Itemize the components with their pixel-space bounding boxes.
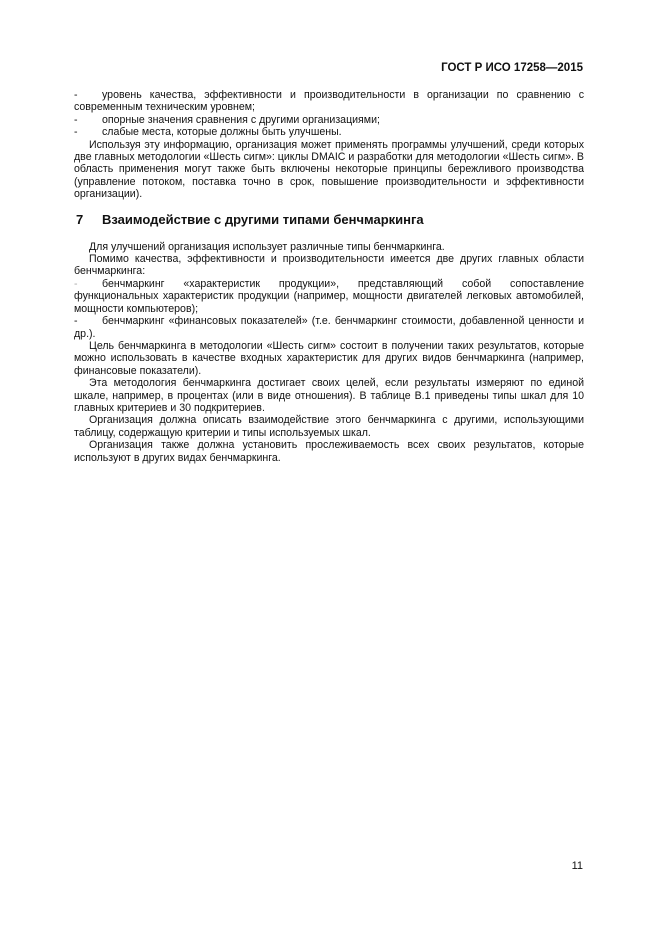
list-item: [74, 114, 584, 126]
paragraph: Помимо качества, эффективности и производительности имеется две других главных области бенчмаркинга:: [74, 253, 584, 278]
paragraph: Организация также должна установить прослеживаемость всех своих результатов, которые используют в других видах бенчмаркинга.: [74, 439, 584, 464]
list-dash: -: [74, 126, 78, 139]
paragraph: Цель бенчмаркинга в методологии «Шесть сигм» состоит в получении таких результатов, которые можно использовать в качестве входных характеристик для других видов бенчмаркинга (например, финансовые показатели).: [74, 339, 584, 377]
list-item-text: бенчмаркинг «характеристик продукции», представляющий собой сопоставление функциональных характеристик продукции (например, мощности двигателей легковых автомобилей, мощности компьютеров);: [74, 277, 584, 315]
paragraph: Для улучшений организация использует различные типы бенчмаркинга.: [89, 240, 445, 253]
standard-code: ГОСТ Р ИСО 17258—2015: [441, 62, 583, 74]
list-item-text: слабые места, которые должны быть улучшены.: [102, 126, 342, 139]
list-item: [74, 126, 584, 138]
list-dash: -: [74, 315, 78, 328]
list-dash: -: [74, 89, 78, 101]
list-item: [74, 278, 584, 315]
paragraph: Эта методология бенчмаркинга достигает своих целей, если результаты измеряют по единой шкале, например, в процентах (или в виде отношения). В таблице В.1 приведены типы шкал для 10 главных критериев и 30 подкритериев.: [74, 377, 584, 414]
list-item-text: опорные значения сравнения с другими организациями;: [102, 113, 380, 126]
page-content: [74, 89, 584, 464]
paragraph: Используя эту информацию, организация может применять программы улучшений, среди которых две главных методологии «Шесть сигм»: циклы DMAIC и разработки для методологии «Шесть сигм». В область применения могут также быть включены некоторые принципы бережливого производства (управление потоком, поставка точно в срок, повышение производительности и эффективности организации).: [74, 138, 584, 201]
list-item-text: бенчмаркинг «финансовых показателей» (т.е. бенчмаркинг стоимости, добавленной ценности и др.).: [74, 315, 584, 340]
section-heading: [74, 212, 584, 228]
section-number: 7: [76, 211, 84, 227]
list-item: [74, 315, 584, 340]
list-dash: -: [74, 113, 78, 126]
list-item: [74, 89, 584, 114]
page-number: 11: [571, 860, 583, 872]
list-dash: -: [74, 277, 78, 290]
list-item-text: уровень качества, эффективности и производительности в организации по сравнению с современным техническим уровнем;: [74, 89, 584, 114]
paragraph: Организация должна описать взаимодействие этого бенчмаркинга с другими, использующими таблицу, содержащую критерии и типы используемых шкал.: [74, 414, 584, 439]
section-title: Взаимодействие с другими типами бенчмаркинга: [102, 211, 424, 227]
